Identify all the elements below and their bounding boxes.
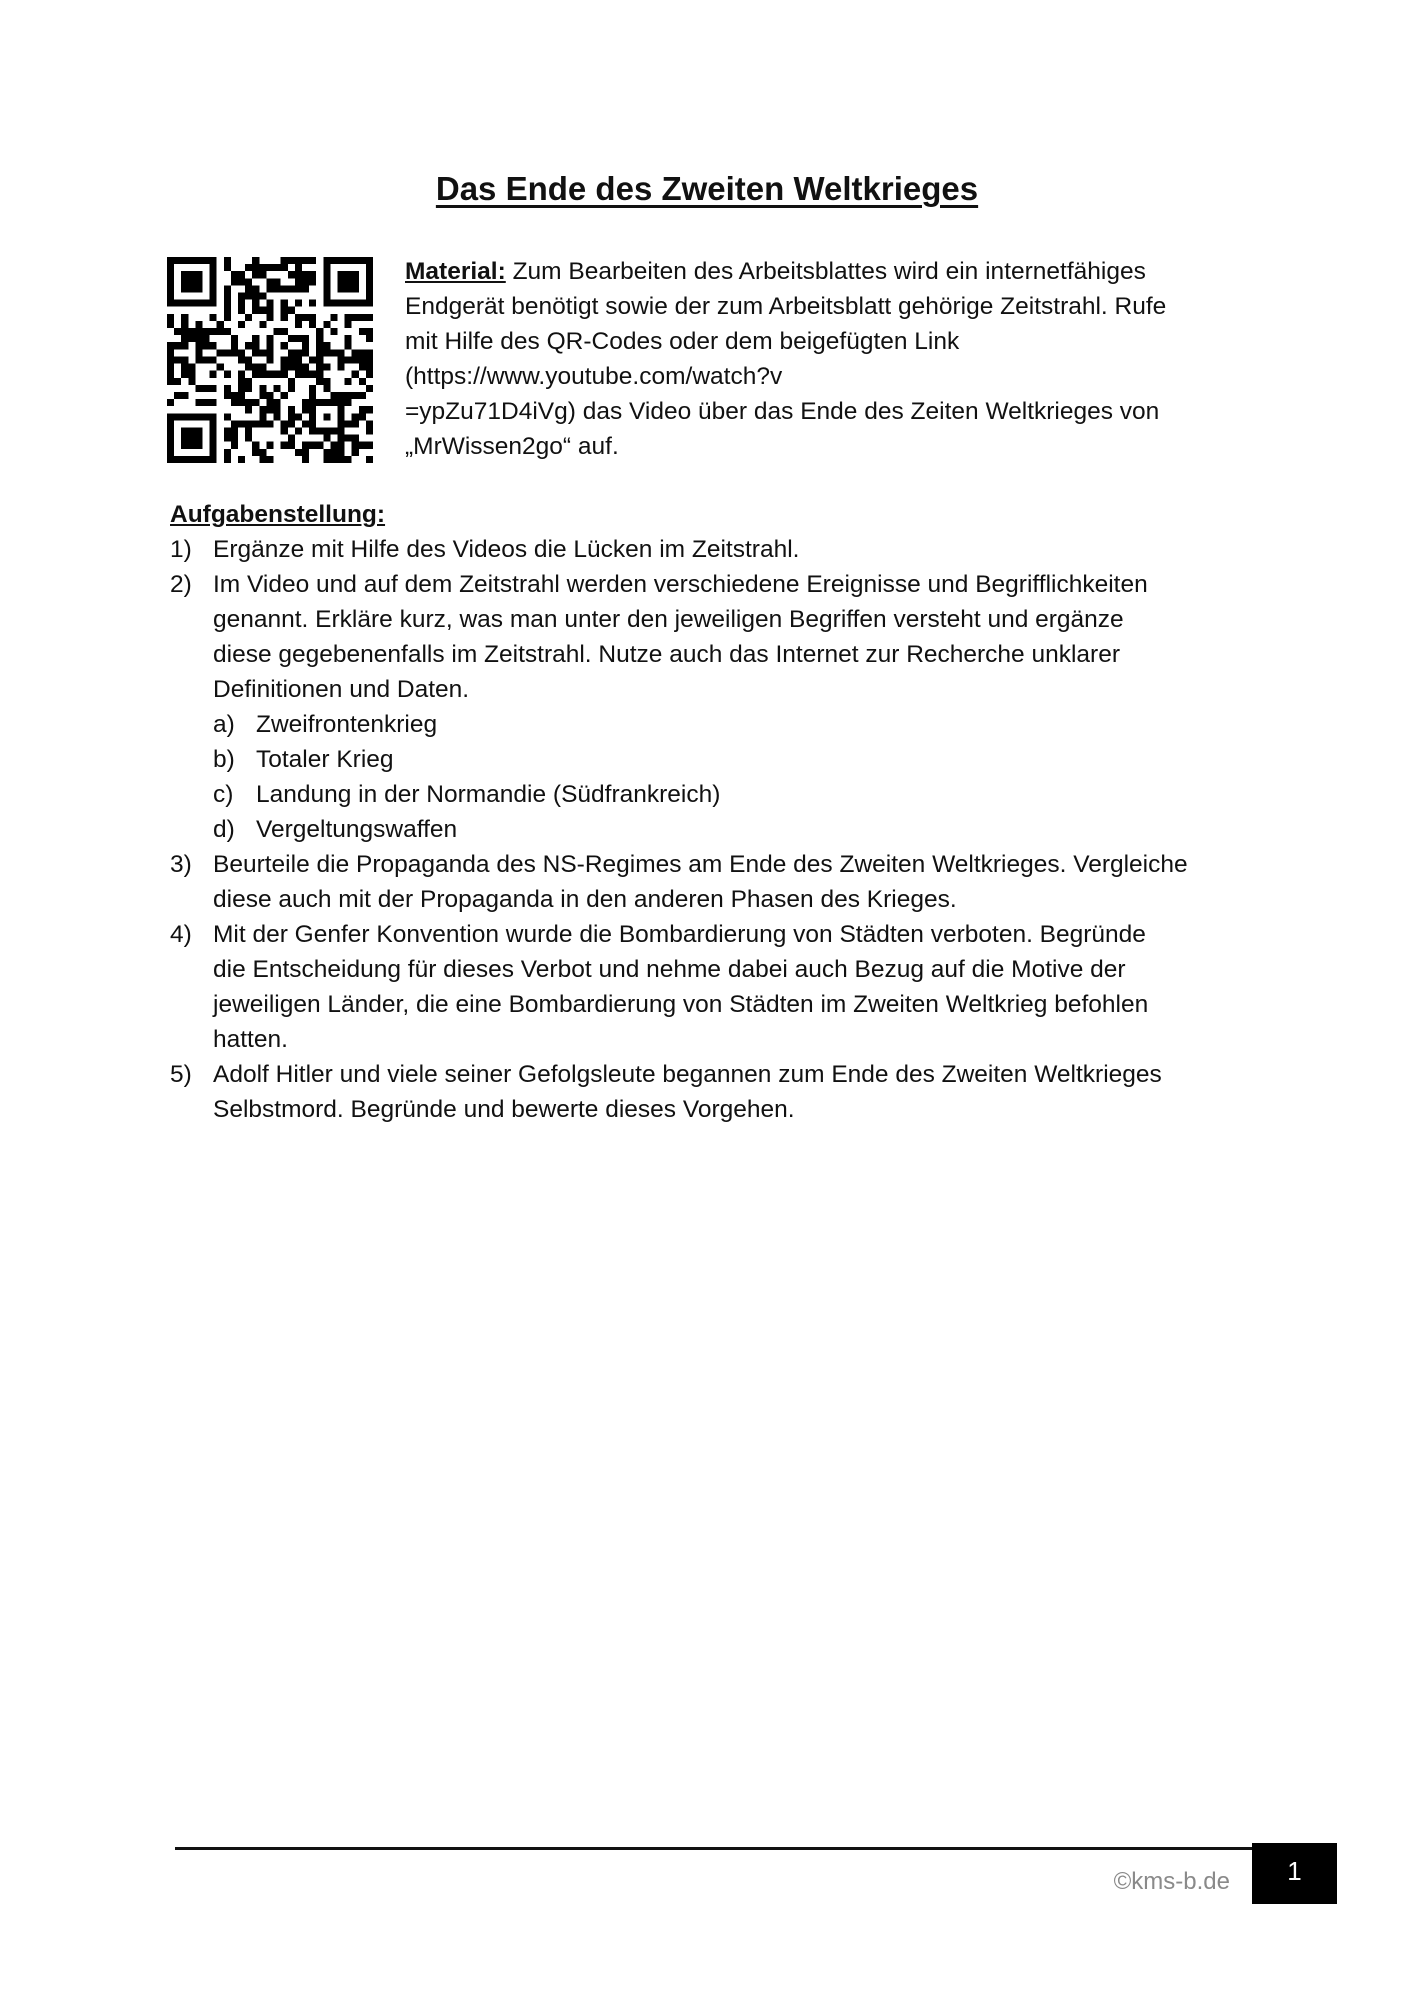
task-text (213, 532, 799, 567)
qr-code-icon (167, 257, 373, 463)
task-item (170, 917, 1270, 1057)
subtask-item (213, 812, 1148, 847)
material-line-3: mit Hilfe des QR-Codes oder dem beigefügten Link (405, 328, 960, 355)
task-line: hatten. (213, 1026, 288, 1053)
subtask-item (213, 707, 1148, 742)
page-title: Das Ende des Zweiten Weltkrieges (435, 170, 979, 207)
task-text (213, 917, 1148, 1057)
page-number: 1 (1287, 1856, 1302, 1886)
task-line: jeweiligen Länder, die eine Bombardierung von Städten im Zweiten Weltkrieg befohlen (213, 991, 1149, 1018)
subtask-item (213, 742, 1148, 777)
task-number: 5) (170, 1061, 192, 1088)
material-line-5: =ypZu71D4iVg) das Video über das Ende des Zeiten Weltkrieges von (405, 398, 1160, 425)
task-line: die Entscheidung für dieses Verbot und nehme dabei auch Bezug auf die Motive der (213, 956, 1126, 983)
subtask-letter: a) (213, 711, 235, 738)
task-item (170, 847, 1270, 917)
task-line: Selbstmord. Begründe und bewerte dieses Vorgehen. (213, 1096, 795, 1123)
copyright-text: ©kms-b.de (1113, 1868, 1230, 1895)
task-number: 3) (170, 851, 192, 878)
task-item (170, 567, 1270, 847)
subtask-letter: d) (213, 816, 235, 843)
task-section (170, 497, 1270, 1127)
task-text (213, 847, 1188, 917)
material-label: Material: (405, 258, 506, 285)
subtask-letter: b) (213, 746, 235, 773)
task-text (213, 567, 1148, 847)
task-heading: Aufgabenstellung: (170, 501, 386, 528)
task-item (170, 532, 1270, 567)
subtask-text: Zweifrontenkrieg (256, 711, 438, 738)
subtask-item (213, 777, 1148, 812)
material-line-6: „MrWissen2go“ auf. (405, 433, 619, 460)
task-number: 4) (170, 921, 192, 948)
task-line: diese gegebenenfalls im Zeitstrahl. Nutze auch das Internet zur Recherche unklarer (213, 641, 1120, 668)
task-text (213, 1057, 1162, 1127)
material-line-2: Endgerät benötigt sowie der zum Arbeitsblatt gehörige Zeitstrahl. Rufe (405, 293, 1167, 320)
task-line: Im Video und auf dem Zeitstrahl werden verschiedene Ereignisse und Begrifflichkeiten (213, 571, 1148, 598)
material-paragraph (405, 254, 1245, 464)
task-line: Ergänze mit Hilfe des Videos die Lücken im Zeitstrahl. (213, 536, 800, 563)
task-line: genannt. Erkläre kurz, was man unter den jeweiligen Begriffen versteht und ergänze (213, 606, 1124, 633)
subtask-text: Landung in der Normandie (Südfrankreich) (256, 781, 721, 808)
footer-divider (175, 1847, 1255, 1850)
material-line-4: (https://www.youtube.com/watch?v (405, 363, 783, 390)
task-number: 1) (170, 536, 192, 563)
task-line: Beurteile die Propaganda des NS-Regimes am Ende des Zweiten Weltkrieges. Vergleiche (213, 851, 1188, 878)
material-line-1: Zum Bearbeiten des Arbeitsblattes wird ein internetfähiges (505, 258, 1146, 285)
task-item (170, 1057, 1270, 1127)
task-number: 2) (170, 571, 192, 598)
task-line: diese auch mit der Propaganda in den anderen Phasen des Krieges. (213, 886, 957, 913)
subtask-text: Totaler Krieg (256, 746, 394, 773)
subtask-letter: c) (213, 781, 234, 808)
task-line: Definitionen und Daten. (213, 676, 470, 703)
task-line: Adolf Hitler und viele seiner Gefolgsleute begannen zum Ende des Zweiten Weltkrieges (213, 1061, 1162, 1088)
task-line: Mit der Genfer Konvention wurde die Bombardierung von Städten verboten. Begründe (213, 921, 1146, 948)
page-number-box (1252, 1843, 1337, 1904)
subtask-text: Vergeltungswaffen (256, 816, 458, 843)
